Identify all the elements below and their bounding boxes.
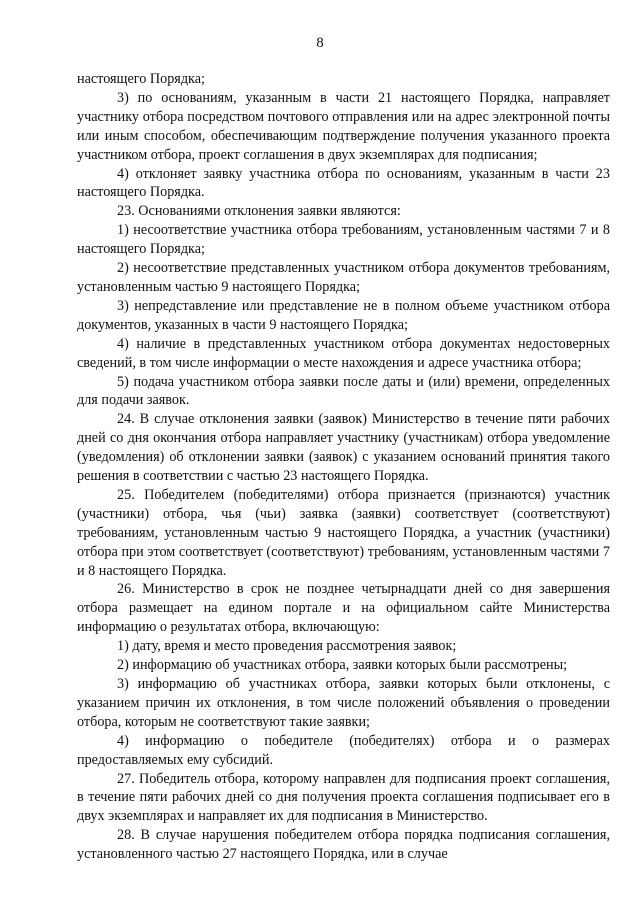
page-number: 8	[316, 35, 324, 51]
paragraph: 1) несоответствие участника отбора требованиям, установленным частями 7 и 8 настоящего Порядка;	[77, 222, 610, 258]
paragraph: 23. Основаниями отклонения заявки являются:	[117, 203, 401, 220]
paragraph: 25. Победителем (победителями) отбора признается (признаются) участник (участники) отбора, чья (чьи) заявка (заявки) соответствует (соответствуют) требованиям, установленным частью 9 настоящего Порядка, а участник (участники) отбора при этом соответствует (соответствуют) требованиям, установленным частями 7 и 8 настоящего Порядка.	[77, 486, 610, 579]
paragraph: 2) информацию об участниках отбора, заявки которых были рассмотрены;	[117, 657, 568, 674]
paragraph: 4) информацию о победителе (победителях) отбора и о размерах предоставляемых ему субсидий.	[77, 732, 610, 768]
paragraph: 27. Победитель отбора, которому направлен для подписания проект соглашения, в течение пяти рабочих дней со дня получения проекта соглашения подписывает его в двух экземплярах и направляет их для подписания в Министерство.	[77, 770, 610, 825]
paragraph: 5) подача участником отбора заявки после даты и (или) времени, определенных для подачи заявок.	[77, 373, 610, 409]
paragraph: 26. Министерство в срок не позднее четырнадцати дней со дня завершения отбора размещает на едином портале и на официальном сайте Министерства информацию о результатах отбора, включающую:	[77, 581, 610, 636]
paragraph: настоящего Порядка;	[77, 71, 205, 87]
paragraph: 4) наличие в представленных участником отбора документах недостоверных сведений, в том числе информации о месте нахождения и адресе участника отбора;	[77, 335, 610, 371]
paragraph: 3) информацию об участниках отбора, заявки которых были отклонены, с указанием причин их отклонения, в том числе положений объявления о проведении отбора, которым не соответствуют такие заявки;	[77, 676, 610, 730]
document-body	[77, 70, 610, 864]
paragraph: 1) дату, время и место проведения рассмотрения заявок;	[117, 638, 457, 655]
paragraph: 28. В случае нарушения победителем отбора порядка подписания соглашения, установленного частью 27 настоящего Порядка, или в случае	[77, 827, 610, 863]
paragraph: 3) непредставление или представление не в полном объеме участником отбора документов, указанных в части 9 настоящего Порядка;	[77, 297, 610, 333]
paragraph: 24. В случае отклонения заявки (заявок) Министерство в течение пяти рабочих дней со дня окончания отбора направляет участнику (участникам) отбора уведомление (уведомления) об отклонении заявки (заявок) с указанием оснований принятия такого решения в соответствии с частью 23 настоящего Порядка.	[77, 411, 610, 485]
paragraph: 4) отклоняет заявку участника отбора по основаниям, указанным в части 23 настоящего Порядка.	[77, 165, 610, 201]
paragraph: 3) по основаниям, указанным в части 21 настоящего Порядка, направляет участнику отбора посредством почтового отправления или на адрес электронной почты или иным способом, обеспечивающим подтверждение получения указанного проекта участником отбора, проект соглашения в двух экземплярах для подписания;	[77, 89, 610, 163]
paragraph: 2) несоответствие представленных участником отбора документов требованиям, установленным частью 9 настоящего Порядка;	[77, 260, 610, 295]
